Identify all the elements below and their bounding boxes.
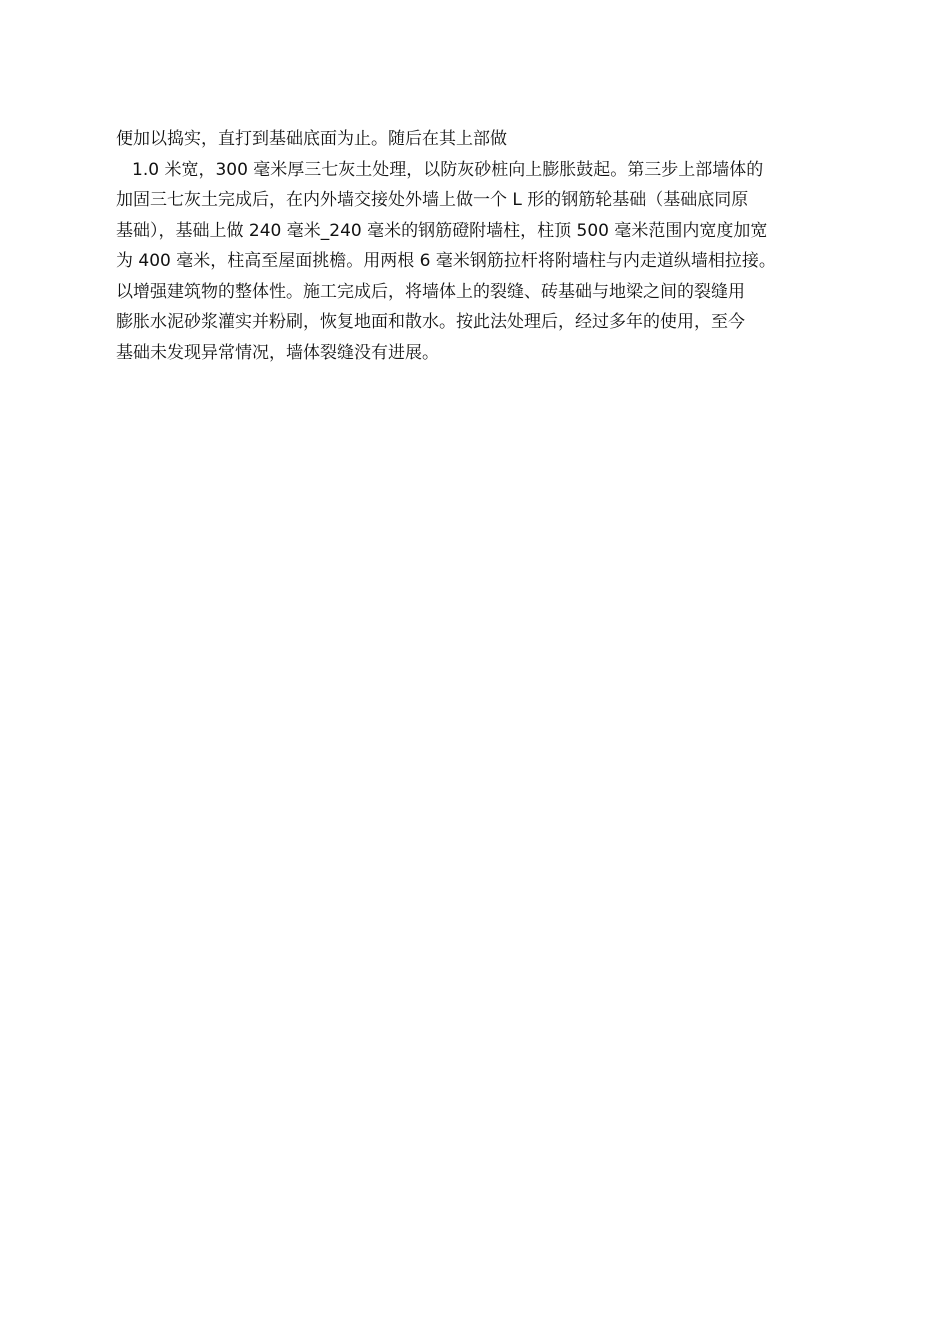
body-paragraph (116, 124, 846, 368)
text-line-5: 为 400 毫米，柱高至屋面挑檐。用两根 6 毫米钢筋拉杆将附墙柱与内走道纵墙相拉接。 (116, 251, 776, 271)
text-line-4: 基础），基础上做 240 毫米_240 毫米的钢筋磴附墙柱，柱顶 500 毫米范围内宽度加宽 (116, 220, 768, 241)
text-line-2: 1.0 米宽，300 毫米厚三七灰土处理，以防灰砂桩向上膨胀鼓起。第三步上部墙体的 (132, 159, 764, 180)
text-line-8: 基础未发现异常情况，墙体裂缝没有进展。 (116, 342, 439, 363)
text-line-1: 便加以捣实，直打到基础底面为止。随后在其上部做 (116, 129, 507, 149)
text-line-6: 以增强建筑物的整体性。施工完成后，将墙体上的裂缝、砖基础与地梁之间的裂缝用 (116, 281, 745, 302)
text-line-7: 膨胀水泥砂浆灌实并粉刷，恢复地面和散水。按此法处理后，经过多年的使用，至今 (116, 312, 745, 332)
text-line-3: 加固三七灰土完成后，在内外墙交接处外墙上做一个 L 形的钢筋轮基础（基础底同原 (116, 190, 749, 210)
